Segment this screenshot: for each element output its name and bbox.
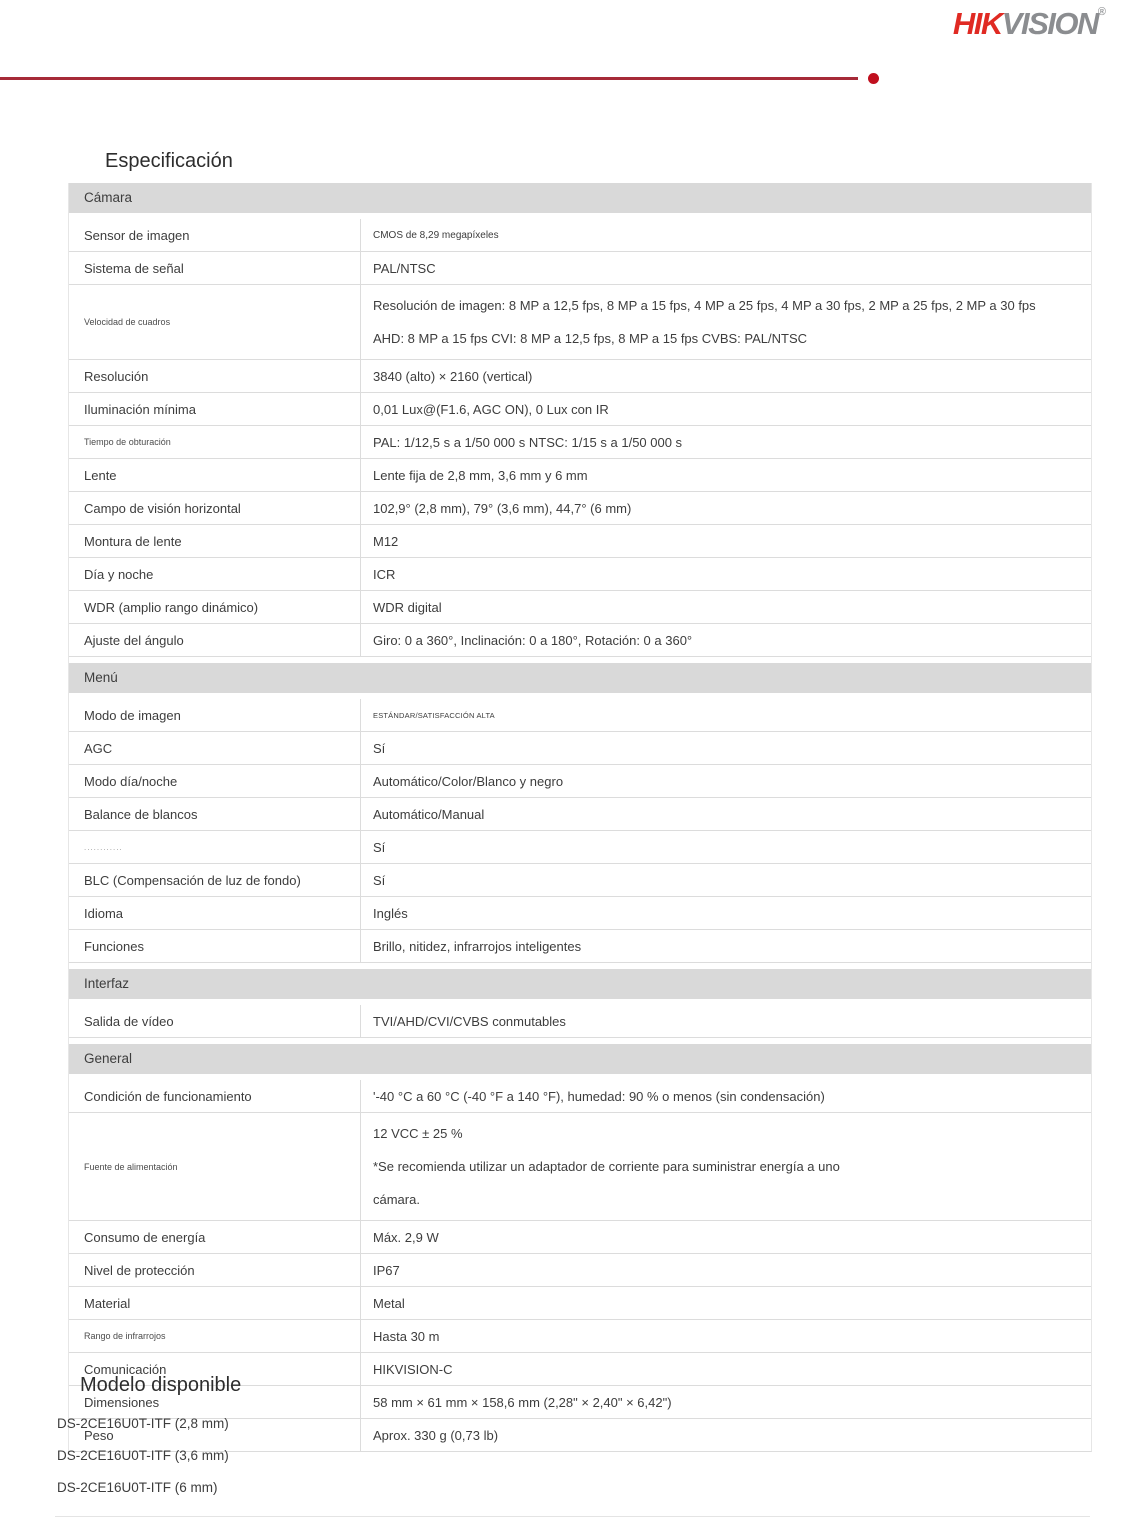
spec-row-value: PAL: 1/12,5 s a 1/50 000 s NTSC: 1/15 s a 1/50 000 s <box>373 434 683 450</box>
spec-row-value: Metal <box>373 1295 405 1311</box>
spec-row-label: Salida de vídeo <box>69 1005 361 1037</box>
table-row <box>69 765 1091 798</box>
header-rule-dot <box>868 73 879 84</box>
spec-row-label: Dimensiones <box>69 1386 361 1418</box>
table-row <box>69 393 1091 426</box>
spec-row-label: Tiempo de obturación <box>69 426 361 458</box>
spec-row-label: Sensor de imagen <box>69 219 361 251</box>
page-bottom-rule <box>55 1516 1090 1517</box>
table-row <box>69 1005 1091 1038</box>
table-row <box>69 1113 1091 1221</box>
spec-row-label: Nivel de protección <box>69 1254 361 1286</box>
spec-row-value-line: 12 VCC ± 25 % <box>373 1126 463 1141</box>
spec-row-value <box>361 1113 1091 1220</box>
table-row <box>69 864 1091 897</box>
spec-row-label: Condición de funcionamiento <box>69 1080 361 1112</box>
spec-row-value: Hasta 30 m <box>373 1328 440 1344</box>
available-models-section <box>57 1374 241 1512</box>
table-row <box>69 1287 1091 1320</box>
section-header: General <box>69 1044 1091 1074</box>
spec-row-label: AGC <box>69 732 361 764</box>
spec-row-label: BLC (Compensación de luz de fondo) <box>69 864 361 896</box>
table-row <box>69 285 1091 360</box>
specification-title: Especificación <box>105 150 233 172</box>
table-row <box>69 360 1091 393</box>
spec-row-label: Consumo de energía <box>69 1221 361 1253</box>
spec-row-value: TVI/AHD/CVI/CVBS conmutables <box>373 1013 566 1029</box>
spec-row-value-line: AHD: 8 MP a 15 fps CVI: 8 MP a 12,5 fps, 8 MP a 15 fps CVBS: PAL/NTSC <box>373 331 808 346</box>
spec-row-label: Balance de blancos <box>69 798 361 830</box>
spec-row-label: Funciones <box>69 930 361 962</box>
spec-row-value-line: Resolución de imagen: 8 MP a 12,5 fps, 8 MP a 15 fps, 4 MP a 25 fps, 4 MP a 30 fps, 2 MP a 25 fps, 2 MP a 30 fps <box>373 298 1036 313</box>
spec-row-value: Giro: 0 a 360°, Inclinación: 0 a 180°, Rotación: 0 a 360° <box>373 632 693 648</box>
hikvision-logo <box>953 6 1106 42</box>
header-rule <box>0 77 858 80</box>
spec-row-label: Modo de imagen <box>69 699 361 731</box>
spec-row-label: Modo día/noche <box>69 765 361 797</box>
spec-row-label: ............ <box>69 831 361 863</box>
section-header: Interfaz <box>69 969 1091 999</box>
spec-row-value: Aprox. 330 g (0,73 lb) <box>373 1427 499 1443</box>
table-row <box>69 252 1091 285</box>
spec-row-label: Idioma <box>69 897 361 929</box>
spec-row-label: Iluminación mínima <box>69 393 361 425</box>
spec-row-label: Ajuste del ángulo <box>69 624 361 656</box>
spec-row-value: WDR digital <box>373 599 442 615</box>
spec-row-label: Velocidad de cuadros <box>69 285 361 359</box>
spec-row-label: Montura de lente <box>69 525 361 557</box>
spec-row-label: Día y noche <box>69 558 361 590</box>
table-row <box>69 798 1091 831</box>
table-row <box>69 699 1091 732</box>
logo-registered-mark: ® <box>1097 6 1106 18</box>
spec-row-value: Inglés <box>373 905 408 921</box>
section-header: Cámara <box>69 183 1091 213</box>
table-row <box>69 732 1091 765</box>
spec-row-value: CMOS de 8,29 megapíxeles <box>373 229 499 241</box>
spec-row-label: Rango de infrarrojos <box>69 1320 361 1352</box>
spec-table <box>68 183 1092 1452</box>
spec-row-value: Brillo, nitidez, infrarrojos inteligentes <box>373 938 582 954</box>
specification-section <box>68 150 1090 1452</box>
table-row <box>69 624 1091 657</box>
spec-row-value: 102,9° (2,8 mm), 79° (3,6 mm), 44,7° (6 mm) <box>373 500 632 516</box>
spec-row-value <box>361 285 1091 359</box>
spec-row-label: Resolución <box>69 360 361 392</box>
table-row <box>69 930 1091 963</box>
table-row <box>69 831 1091 864</box>
available-models-title: Modelo disponible <box>80 1374 242 1396</box>
spec-row-value: ICR <box>373 566 396 582</box>
spec-row-value: Sí <box>373 740 386 756</box>
spec-row-value: Sí <box>373 872 386 888</box>
spec-row-label: Material <box>69 1287 361 1319</box>
spec-row-value: HIKVISION-C <box>373 1361 453 1377</box>
spec-row-value: M12 <box>373 533 399 549</box>
logo-vision-text: VISION <box>1001 6 1098 41</box>
spec-row-label: WDR (amplio rango dinámico) <box>69 591 361 623</box>
table-row <box>69 1254 1091 1287</box>
table-row <box>69 492 1091 525</box>
spec-row-value: Sí <box>373 839 386 855</box>
available-models-list <box>57 1416 241 1495</box>
table-row <box>69 1080 1091 1113</box>
model-list-item: DS-2CE16U0T-ITF (3,6 mm) <box>57 1448 229 1463</box>
model-list-item: DS-2CE16U0T-ITF (2,8 mm) <box>57 1416 229 1431</box>
spec-row-value: PAL/NTSC <box>373 260 436 276</box>
spec-row-value: Automático/Color/Blanco y negro <box>373 773 564 789</box>
spec-row-value: Lente fija de 2,8 mm, 3,6 mm y 6 mm <box>373 467 588 483</box>
spec-row-label: Campo de visión horizontal <box>69 492 361 524</box>
model-list-item: DS-2CE16U0T-ITF (6 mm) <box>57 1480 218 1495</box>
table-row <box>69 459 1091 492</box>
spec-row-label: Comunicación <box>69 1353 361 1385</box>
spec-row-value: IP67 <box>373 1262 400 1278</box>
spec-row-value: ESTÁNDAR/SATISFACCIÓN ALTA <box>373 710 495 720</box>
spec-row-value: Máx. 2,9 W <box>373 1229 439 1245</box>
table-row <box>69 558 1091 591</box>
spec-row-value-line: *Se recomienda utilizar un adaptador de corriente para suministrar energía a uno <box>373 1159 840 1174</box>
spec-row-value: '-40 °C a 60 °C (-40 °F a 140 °F), humedad: 90 % o menos (sin condensación) <box>373 1088 825 1104</box>
table-row <box>69 219 1091 252</box>
spec-row-label: Lente <box>69 459 361 491</box>
spec-row-value: 0,01 Lux@(F1.6, AGC ON), 0 Lux con IR <box>373 401 609 417</box>
table-row <box>69 525 1091 558</box>
table-row <box>69 897 1091 930</box>
spec-row-label: Sistema de señal <box>69 252 361 284</box>
logo-hik-text: HIK <box>952 6 1002 41</box>
spec-row-label: Fuente de alimentación <box>69 1113 361 1220</box>
spec-row-value: Automático/Manual <box>373 806 485 822</box>
spec-row-value: 58 mm × 61 mm × 158,6 mm (2,28" × 2,40" × 6,42") <box>373 1394 672 1410</box>
section-header: Menú <box>69 663 1091 693</box>
spec-row-value-line: cámara. <box>373 1192 420 1207</box>
table-row <box>69 1221 1091 1254</box>
spec-row-label: Peso <box>69 1419 361 1451</box>
table-row <box>69 1320 1091 1353</box>
spec-row-value: 3840 (alto) × 2160 (vertical) <box>373 368 533 384</box>
table-row <box>69 426 1091 459</box>
table-row <box>69 591 1091 624</box>
